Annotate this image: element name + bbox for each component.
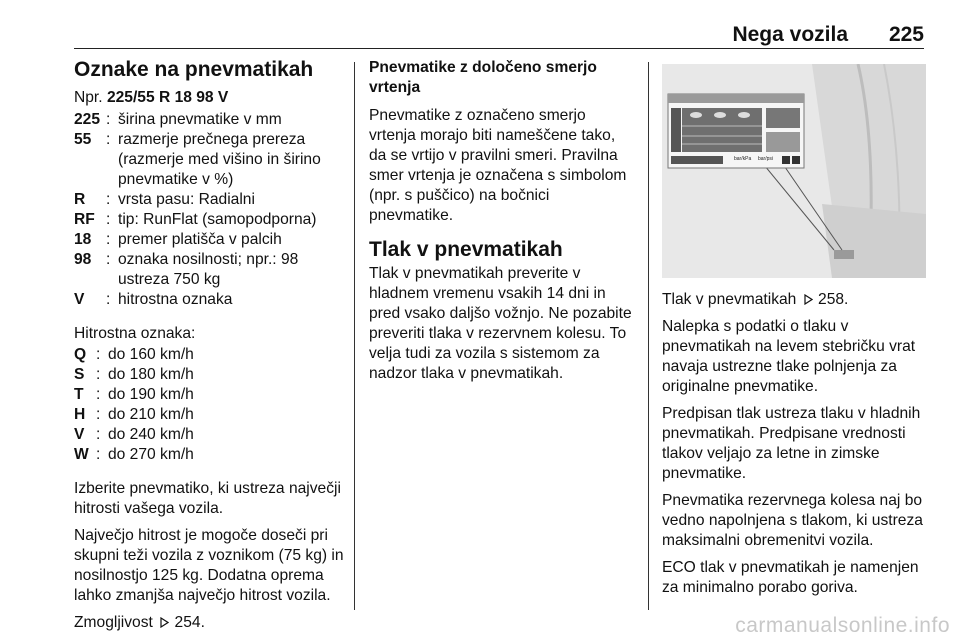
definition-key: W [74, 446, 89, 463]
paragraph-spare-wheel: Pnevmatika rezervnega kolesa naj bo vedno napolnjena s tlakom, ki ustreza maksimalni obremenitvi vozila. [662, 492, 923, 549]
tyre-code-definitions [74, 110, 344, 310]
definition-sep: : [106, 231, 111, 248]
section-title-tyre-markings: Oznake na pnevmatikah [74, 58, 314, 81]
definition-value: oznaka nosilnosti; npr.: 98 ustreza 750 kg [118, 251, 299, 288]
definition-value: do 160 km/h [108, 346, 194, 363]
definition-sep: : [96, 406, 101, 423]
speed-intro: Hitrostna oznaka: [74, 325, 196, 342]
paragraph-label-location: Nalepka s podatki o tlaku v pnevmatikah na levem stebričku vrat navaja ustrezne tlake polnjenja za originalne pnevmatike. [662, 318, 916, 395]
example-prefix: Npr. [74, 89, 103, 106]
definition-value: do 270 km/h [108, 446, 194, 463]
page-number: 225 [888, 23, 924, 46]
example-code: 225/55 R 18 98 V [106, 89, 229, 106]
section-title-directional: Pnevmatike z določeno smerjo vrtenja [369, 59, 597, 96]
column-divider-2 [648, 62, 649, 610]
definition-sep: : [106, 211, 111, 228]
triangle-right-icon [804, 294, 813, 305]
definition-value: premer platišča v palcih [118, 231, 282, 248]
definition-key: Q [74, 346, 87, 363]
definition-key: RF [74, 211, 95, 228]
definition-value: razmerje prečnega prereza (razmerje med višino in širino pnevmatike v %) [118, 131, 321, 188]
paragraph-eco-pressure: ECO tlak v pnevmatikah je namenjen za minimalno porabo goriva. [662, 559, 919, 596]
definition-key: H [74, 406, 86, 423]
definition-key: R [74, 191, 86, 208]
definition-key: 18 [74, 231, 92, 248]
paragraph-pressure-check: Tlak v pnevmatikah preverite v hladnem vremenu vsakih 14 dni in pred vsako daljšo vožnjo. Ne pozabite preveriti tlaka v rezervnem kolesu. To velja tudi za vozila s sistemom za nadzor tlaka v pnevmatikah. [369, 265, 632, 382]
definition-sep: : [96, 346, 101, 363]
definition-sep: : [96, 426, 101, 443]
definition-key: S [74, 366, 85, 383]
figure-label-left: bar/kPa [734, 156, 752, 162]
tyre-pressure-label-figure [662, 64, 926, 278]
column-divider-1 [354, 62, 355, 610]
definition-value: hitrostna oznaka [118, 291, 233, 308]
definition-sep: : [106, 131, 111, 148]
definition-sep: : [106, 251, 111, 268]
definition-sep: : [106, 291, 111, 308]
definition-key: V [74, 291, 85, 308]
pressure-reference: Tlak v pnevmatikah 258. [662, 291, 849, 308]
definition-sep: : [96, 366, 101, 383]
paragraph-cold-pressure: Predpisan tlak ustreza tlaku v hladnih pnevmatikah. Predpisane vrednosti tlakov veljajo za letne in zimske pnevmatike. [662, 405, 921, 482]
definition-key: 55 [74, 131, 92, 148]
door-pillar-illustration [662, 64, 926, 278]
speed-rating-list [74, 345, 344, 465]
paragraph-choose-tyre: Izberite pnevmatiko, ki ustreza največji hitrosti vašega vozila. [74, 480, 341, 517]
definition-value: do 240 km/h [108, 426, 194, 443]
column-tyre-markings [74, 58, 344, 640]
definition-value: tip: RunFlat (samopodporna) [118, 211, 317, 228]
definition-sep: : [106, 191, 111, 208]
definition-key: 98 [74, 251, 92, 268]
watermark: carmanualsonline.info [735, 614, 950, 637]
figure-label-right: bar/psi [758, 156, 774, 162]
column-pressure-details [662, 290, 932, 605]
performance-reference: Zmogljivost 254. [74, 614, 205, 631]
definition-sep: : [106, 111, 111, 128]
definition-value: vrsta pasu: Radialni [118, 191, 255, 208]
paragraph-max-speed: Največjo hitrost je mogoče doseči pri skupni teži vozila z voznikom (75 kg) in nosilnostjo 125 kg. Dodatna oprema lahko zmanjša največjo hitrost vozila. [74, 527, 344, 604]
definition-value: širina pnevmatike v mm [118, 111, 282, 128]
definition-sep: : [96, 386, 101, 403]
triangle-right-icon [160, 617, 169, 628]
paragraph-directional: Pnevmatike z označeno smerjo vrtenja morajo biti nameščene tako, da se vrtijo v pravilni smeri. Pravilna smer vrtenja je označena s simbolom (npr. s puščico) na bočnici pnevmatike. [369, 107, 627, 224]
running-header-title: Nega vozila [732, 23, 848, 46]
definition-key: V [74, 426, 85, 443]
definition-value: do 210 km/h [108, 406, 194, 423]
column-directional-tyres [369, 58, 635, 391]
definition-sep: : [96, 446, 101, 463]
header-rule [74, 48, 924, 49]
definition-value: do 180 km/h [108, 366, 194, 383]
section-title-tyre-pressure: Tlak v pnevmatikah [369, 238, 563, 261]
definition-key: T [74, 386, 84, 403]
definition-key: 225 [74, 111, 101, 128]
example-line [74, 88, 344, 108]
definition-value: do 190 km/h [108, 386, 194, 403]
